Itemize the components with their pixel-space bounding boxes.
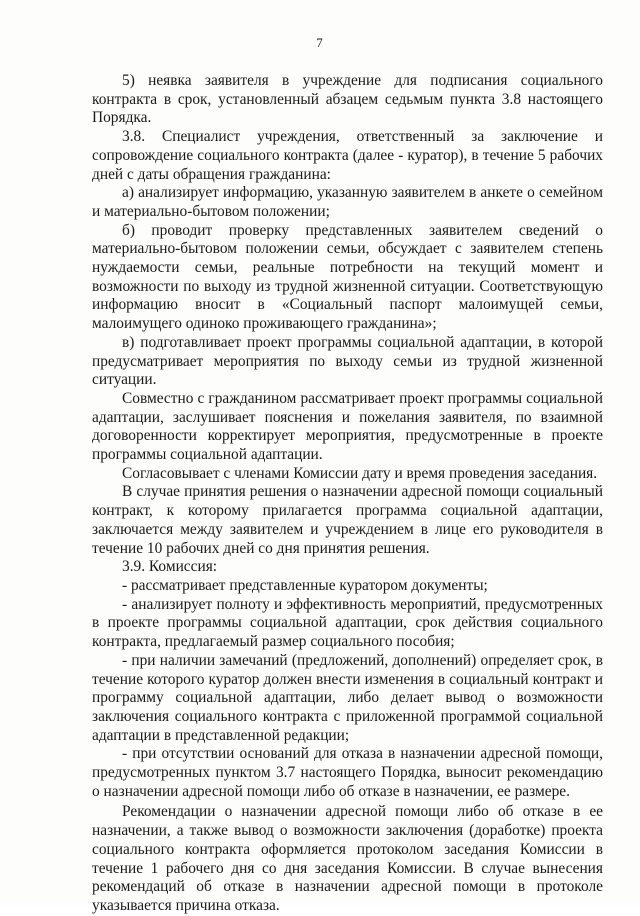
paragraph-section-3-9: 3.9. Комиссия: [122, 558, 218, 576]
paragraph-item-5: 5) неявка заявителя в учреждение для подписания социального контракта в срок, установленный абзацем седьмым пункта 3.8 настоящего Порядка. [92, 72, 603, 127]
paragraph-coordination: Согласовывает с членами Комиссии дату и время проведения заседания. [122, 464, 598, 482]
paragraph-subitem-v: в) подготавливает проект программы социальной адаптации, в которой предусматривает мероприятия по выходу семьи из трудной жизненной ситуации. [92, 333, 603, 389]
paragraph-contract-conclusion: В случае принятия решения о назначении адресной помощи социальный контракт, к которому прилагается программа социальной адаптации, заключается между заявителем и учреждением в лице его руководителя в течение 10 рабочих дней со дня принятия решения. [92, 483, 603, 557]
paragraph-subitem-b: б) проводит проверку представленных заявителем сведений о материально-бытовом положении семьи, обсуждает с заявителем степень нуждаемости семьи, реальные потребности на текущий момент и возможности по выходу из трудной жизненной ситуации. Соответствующую информацию вносит в «Социальный паспорт малоимущей семьи, малоимущего одиноко проживающего гражданина»; [92, 221, 603, 333]
paragraph-commission-reviews: - рассматривает представленные куратором документы; [122, 576, 488, 594]
paragraph-section-3-8: 3.8. Специалист учреждения, ответственный за заключение и сопровождение социального контракта (далее - куратор), в течение 5 рабочих дней с даты обращения гражданина: [92, 128, 603, 183]
paragraph-protocol: Рекомендации о назначении адресной помощи либо об отказе в ее назначении, а также вывод о возможности заключения (доработке) проекта социального контракта оформляется протоколом заседания Комиссии в течение 1 рабочего дня со дня заседания Комиссии. В случае вынесения рекомендаций об отказе в назначении адресной помощи в протоколе указывается причина отказа. [92, 803, 603, 914]
paragraph-commission-recommendation: - при отсутствии оснований для отказа в назначении адресной помощи, предусмотренных пунктом 3.7 настоящего Порядка, выносит рекомендацию о назначении адресной помощи либо об отказе в назначении, ее размере. [92, 745, 603, 800]
paragraph-commission-analyzes: - анализирует полноту и эффективность мероприятий, предусмотренных в проекте программы социальной адаптации, срок действия социального контракта, предлагаемый размер социального пособия; [92, 595, 603, 651]
paragraph-commission-remarks: - при наличии замечаний (предложений, дополнений) определяет срок, в течение которого куратор должен внести изменения в социальный контракт и программу социальной адаптации, либо делает вывод о возможности заключения социального контракта с приложенной программой социальной адаптации в представленной редакции; [92, 651, 603, 744]
paragraph-subitem-a: а) анализирует информацию, указанную заявителем в анкете о семейном и материально-бытовом положении; [92, 184, 603, 220]
paragraph-joint-review: Совместно с гражданином рассматривает проект программы социальной адаптации, заслушивает пояснения и пожелания заявителя, по взаимной договоренности корректирует мероприятия, предусмотренные в проекте программы социальной адаптации. [92, 389, 603, 464]
document-body [92, 72, 603, 916]
page-number: 7 [316, 35, 324, 50]
